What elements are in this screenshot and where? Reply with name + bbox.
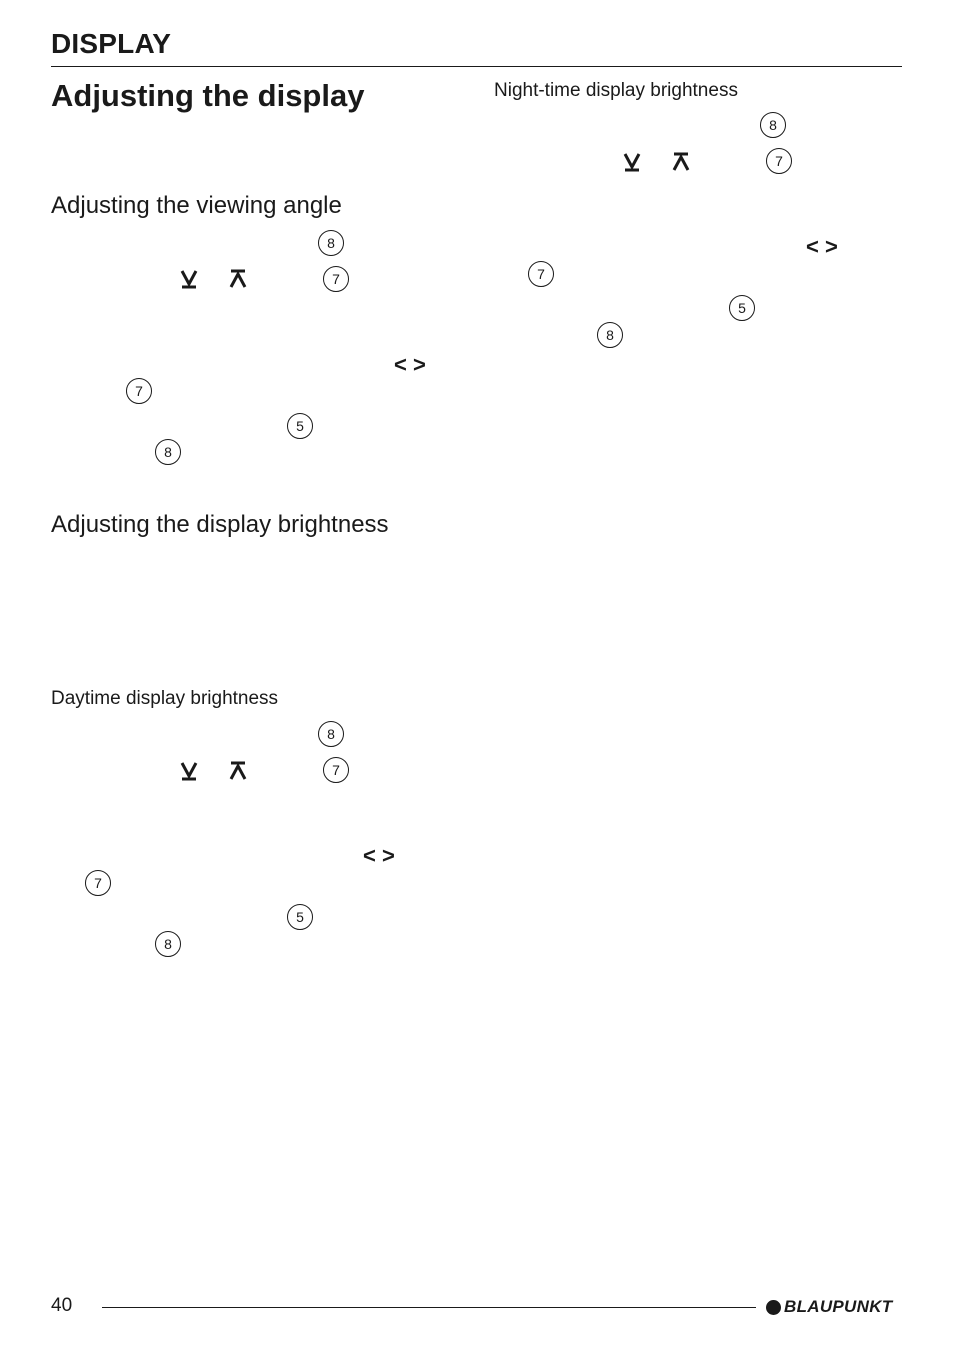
- chevron-up-icon: [229, 269, 247, 289]
- chevron-down-icon: [623, 152, 641, 172]
- key-5-ref: 5: [287, 413, 313, 439]
- display-brightness-heading: Adjusting the display brightness: [51, 511, 389, 538]
- key-7-ref: 7: [323, 757, 349, 783]
- rocker-left-right-icon: < >: [363, 843, 395, 868]
- key-8-ref: 8: [318, 721, 344, 747]
- key-7-ref: 7: [126, 378, 152, 404]
- key-7-ref: 7: [323, 266, 349, 292]
- key-7-ref: 7: [528, 261, 554, 287]
- key-5-ref: 5: [729, 295, 755, 321]
- key-8-ref: 8: [318, 230, 344, 256]
- key-7-ref: 7: [766, 148, 792, 174]
- key-5-ref: 5: [287, 904, 313, 930]
- footer-rule: [102, 1307, 756, 1308]
- page-number: 40: [51, 1295, 73, 1316]
- chevron-down-icon: [180, 761, 198, 781]
- chevron-up-icon: [672, 152, 690, 172]
- chevron-down-icon: [180, 269, 198, 289]
- page-title: Adjusting the display: [51, 78, 365, 113]
- brand-logo: [766, 1296, 892, 1318]
- key-8-ref: 8: [760, 112, 786, 138]
- key-7-ref: 7: [85, 870, 111, 896]
- daytime-brightness-heading: Daytime display brightness: [51, 688, 279, 709]
- key-8-ref: 8: [155, 439, 181, 465]
- chevron-up-icon: [229, 761, 247, 781]
- header-rule: [51, 66, 902, 67]
- section-label: DISPLAY: [51, 28, 172, 59]
- rocker-left-right-icon: < >: [806, 234, 838, 259]
- key-8-ref: 8: [155, 931, 181, 957]
- night-brightness-heading: Night-time display brightness: [494, 80, 738, 101]
- brand-name: BLAUPUNKT: [784, 1297, 893, 1316]
- logo-dot-icon: [766, 1300, 781, 1315]
- viewing-angle-heading: Adjusting the viewing angle: [51, 192, 342, 219]
- key-8-ref: 8: [597, 322, 623, 348]
- rocker-left-right-icon: < >: [394, 352, 426, 377]
